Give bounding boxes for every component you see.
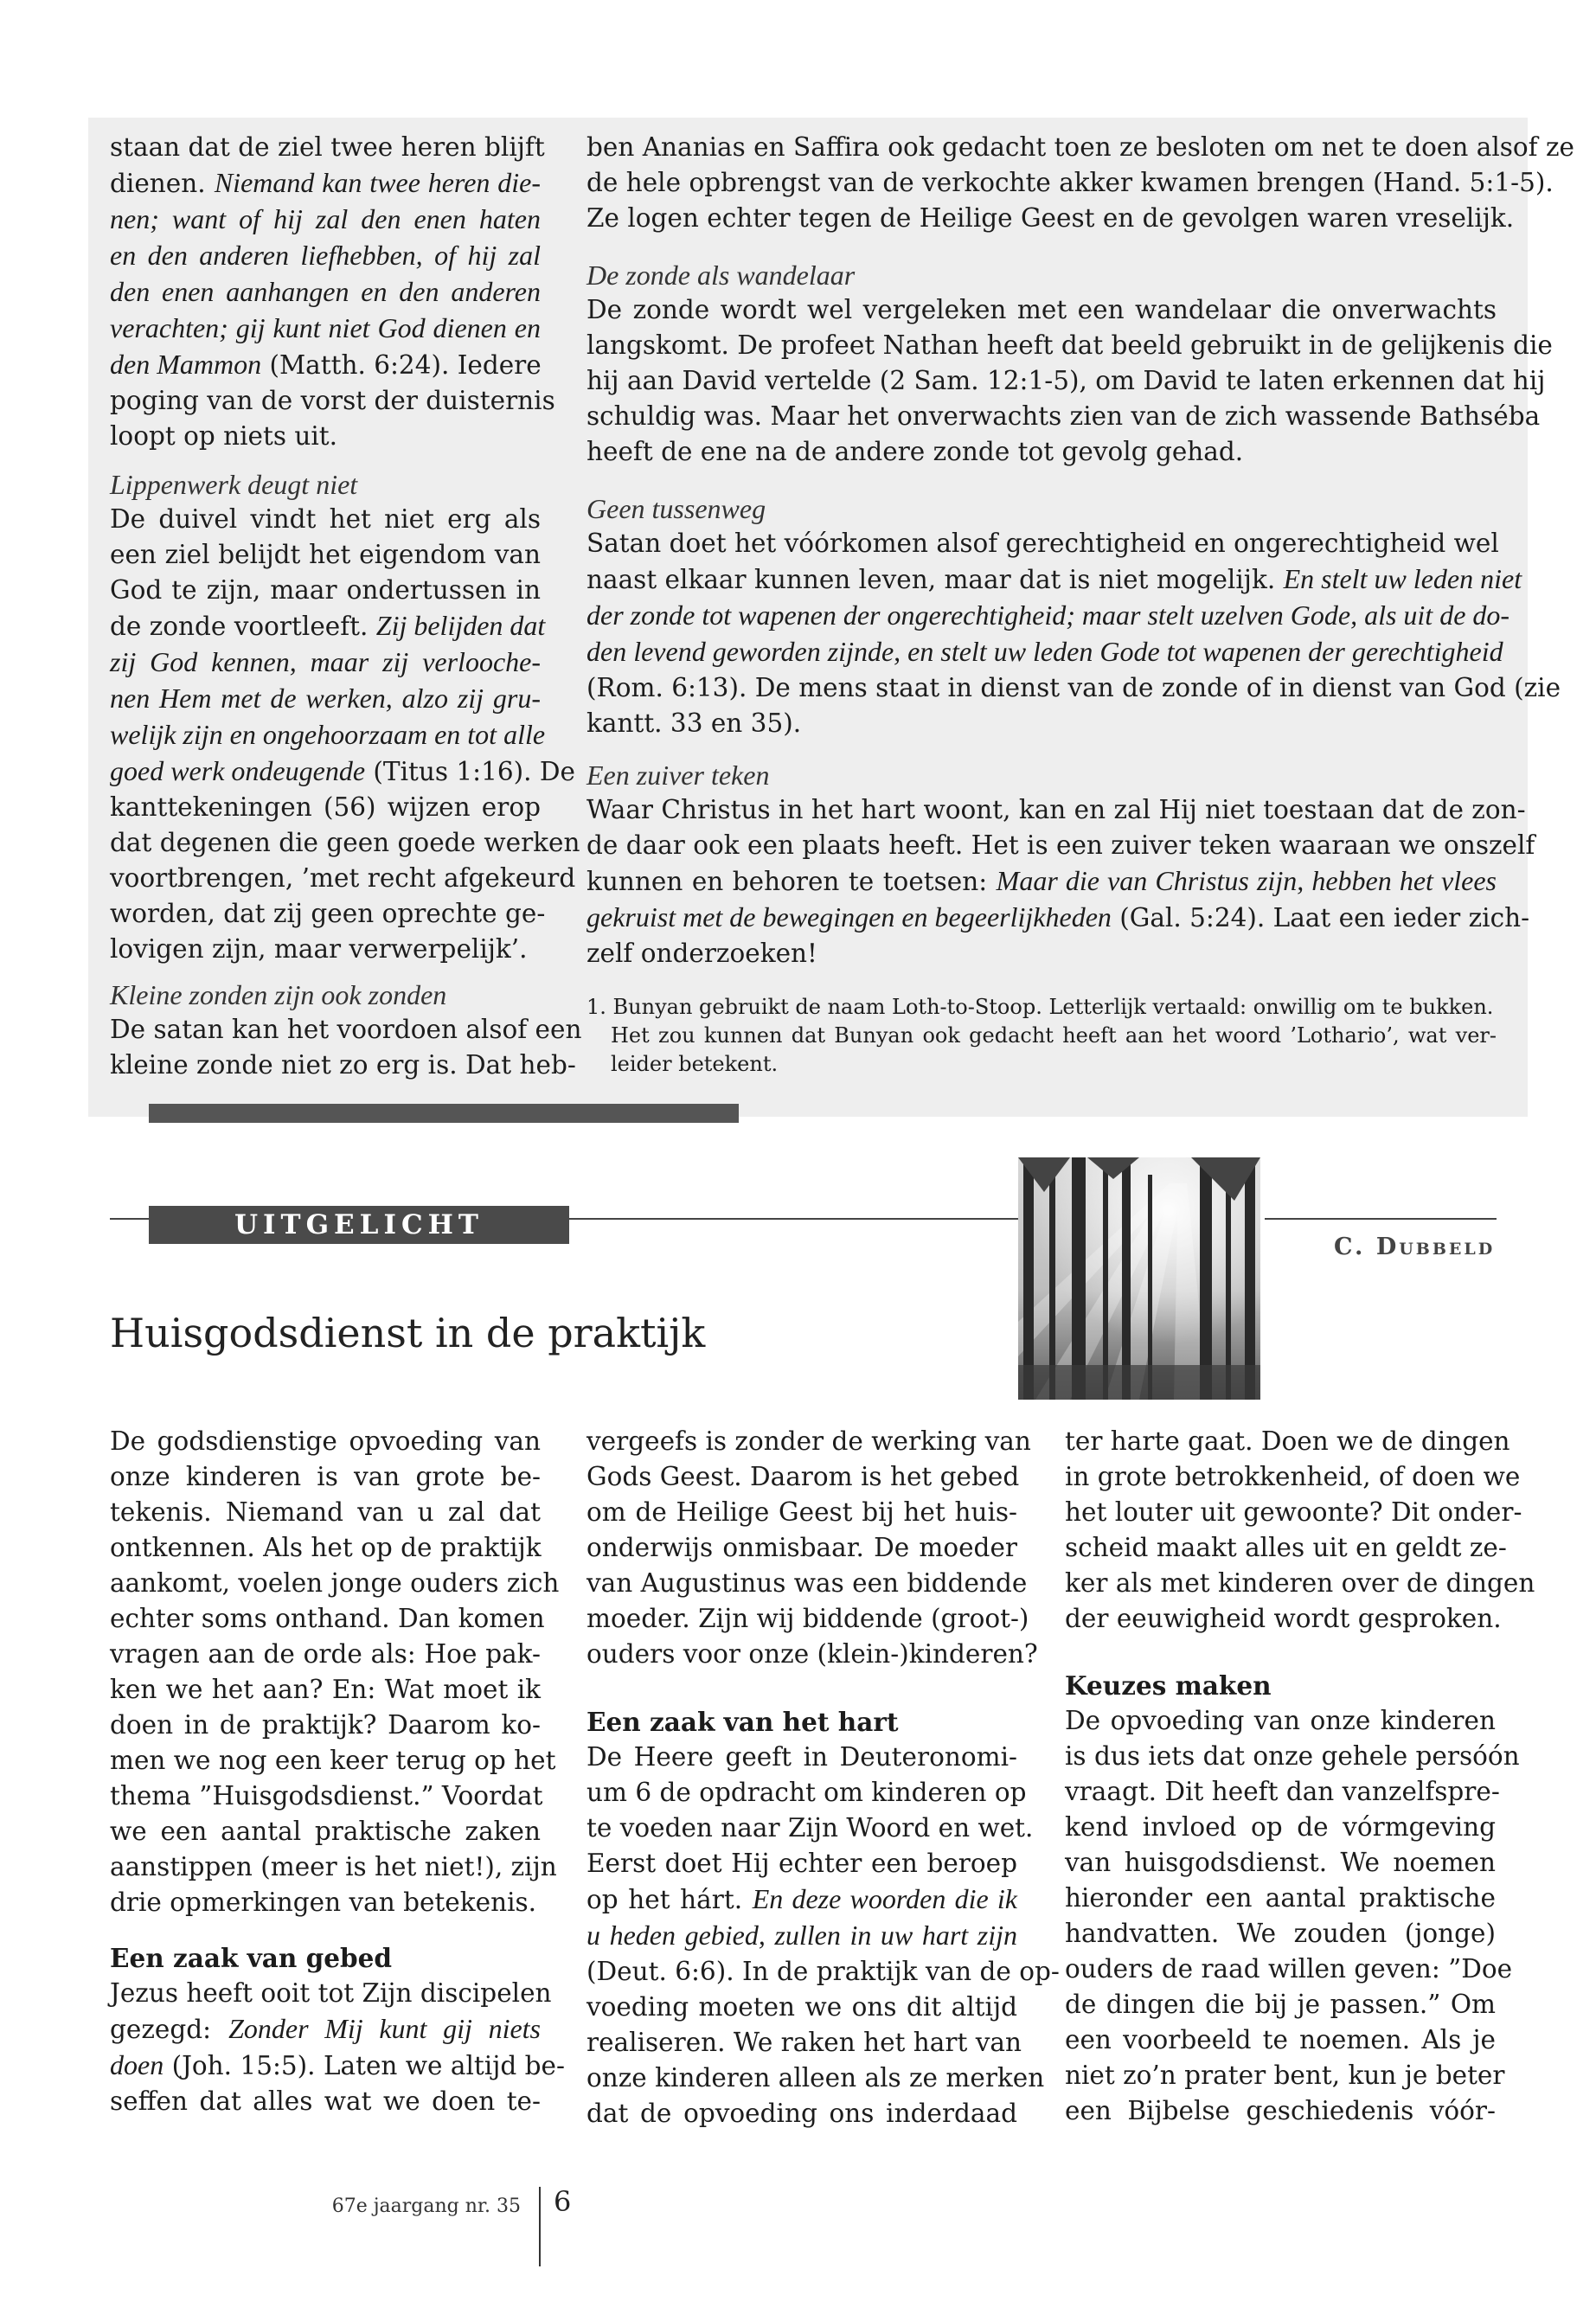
top-col1-para1 bbox=[110, 130, 555, 454]
text-line: seffen dat alles wat we doen te- bbox=[110, 2086, 541, 2116]
text-line: vragen aan de orde als: Hoe pak- bbox=[110, 1639, 541, 1669]
text-line: doen in de praktijk? Daarom ko- bbox=[110, 1710, 541, 1740]
text-line: Eerst doet Hij echter een beroep bbox=[586, 1849, 1017, 1878]
text-line: drie opmerkingen van betekenis. bbox=[110, 1888, 537, 1917]
text-line: ben Ananias en Saffira ook gedacht toen ze besloten om net te doen alsof ze bbox=[586, 132, 1574, 162]
forest-sunbeams-photo bbox=[1018, 1157, 1260, 1400]
text-line: van Augustinus was een biddende bbox=[586, 1568, 1028, 1598]
article-col3-para2 bbox=[1065, 1703, 1520, 2129]
author-name: C. Dubbeld bbox=[1334, 1234, 1496, 1260]
text-line: de daar ook een plaats heeft. Het is een zuiver teken waaraan we onszelf bbox=[586, 830, 1535, 860]
text-line: tekenis. Niemand van u zal dat bbox=[110, 1497, 541, 1527]
text-line: kleine zonde niet zo erg is. Dat heb- bbox=[110, 1050, 576, 1080]
text-line: echter soms onthand. Dan komen bbox=[110, 1604, 545, 1633]
text-line: van huisgodsdienst. We noemen bbox=[1065, 1848, 1496, 1877]
heading-kleine-zonden: Kleine zonden zijn ook zonden bbox=[110, 979, 447, 1010]
issue-info: 67e jaargang nr. 35 bbox=[331, 2195, 521, 2217]
text-line: aankomt, voelen jonge ouders zich bbox=[110, 1568, 560, 1598]
text-line: de dingen die bij je passen.” Om bbox=[1065, 1990, 1496, 2019]
text-line: den enen aanhangen en den anderen bbox=[110, 276, 541, 307]
text-line: poging van de vorst der duisternis bbox=[110, 386, 555, 415]
text-line: dat degenen die geen goede werken bbox=[110, 828, 580, 857]
text-line: nen Hem met de werken, alzo zij gru- bbox=[110, 683, 541, 714]
text-line: kunnen en behoren te toetsen: Maar die van Christus zijn, hebben het vlees bbox=[586, 865, 1497, 896]
text-line: der zonde tot wapenen der ongerechtigheid; maar stelt uzelven Gode, als uit de do- bbox=[586, 599, 1510, 631]
text-line: vraagt. Dit heeft dan vanzelfspre- bbox=[1065, 1777, 1500, 1806]
text-line: Satan doet het vóórkomen alsof gerechtigheid en ongerechtigheid wel bbox=[586, 529, 1499, 558]
text-line: men we nog een keer terug op het bbox=[110, 1746, 556, 1775]
text-line: ker als met kinderen over de dingen bbox=[1065, 1568, 1535, 1598]
text-line: ter harte gaat. Doen we de dingen bbox=[1065, 1426, 1510, 1456]
text-line: God te zijn, maar ondertussen in bbox=[110, 575, 541, 605]
text-line: u heden gebied, zullen in uw hart zijn bbox=[586, 1920, 1017, 1951]
top-col2-para1 bbox=[586, 130, 1574, 236]
text-line: is dus iets dat onze gehele persóón bbox=[1065, 1741, 1520, 1771]
text-line: voortbrengen, ’met recht afgekeurd bbox=[110, 863, 576, 893]
text-line: zelf onderzoeken! bbox=[586, 939, 817, 968]
text-line: voeding moeten we ons dit altijd bbox=[586, 1992, 1017, 2022]
text-line: moeder. Zijn wij biddende (groot-) bbox=[586, 1604, 1029, 1633]
heading-lippenwerk: Lippenwerk deugt niet bbox=[110, 469, 358, 500]
text-line: de zonde voortleeft. Zij belijden dat bbox=[110, 610, 546, 641]
text-line: um 6 de opdracht om kinderen op bbox=[586, 1778, 1027, 1807]
text-line: welijk zijn en ongehoorzaam en tot alle bbox=[110, 719, 546, 750]
panel-bottom-bar bbox=[149, 1104, 739, 1123]
heading-tussenweg: Geen tussenweg bbox=[586, 493, 766, 524]
text-line: aanstippen (meer is het niet!), zijn bbox=[110, 1852, 557, 1881]
text-line: lovigen zijn, maar verwerpelijk’. bbox=[110, 934, 528, 964]
text-line: staan dat de ziel twee heren blijft bbox=[110, 132, 545, 162]
text-line: den Mammon (Matth. 6:24). Iedere bbox=[110, 349, 542, 380]
article-col3-para1 bbox=[1065, 1424, 1535, 1637]
text-line: de hele opbrengst van de verkochte akker kwamen brengen (Hand. 5:1-5). bbox=[586, 168, 1554, 197]
text-line: en den anderen liefhebben, of hij zal bbox=[110, 240, 541, 271]
text-line: handvatten. We zouden (jonge) bbox=[1065, 1919, 1496, 1948]
top-col2-para3 bbox=[586, 526, 1561, 741]
text-line: ouders de raad willen geven: ”Doe bbox=[1065, 1954, 1513, 1984]
top-col1-para2 bbox=[110, 502, 580, 967]
text-line: op het hárt. En deze woorden die ik bbox=[586, 1883, 1017, 1914]
footnote bbox=[586, 993, 1497, 1079]
footnote-line-3: leider betekent. bbox=[611, 1052, 779, 1076]
text-line: gezegd: Zonder Mij kunt gij niets bbox=[110, 2013, 541, 2044]
article-col2-para2 bbox=[586, 1740, 1060, 2131]
text-line: realiseren. We raken het hart van bbox=[586, 2028, 1022, 2057]
text-line: kantt. 33 en 35). bbox=[586, 708, 802, 738]
text-line: Waar Christus in het hart woont, kan en zal Hij niet toestaan dat de zon- bbox=[586, 795, 1526, 824]
text-line: we een aantal praktische zaken bbox=[110, 1817, 541, 1846]
text-line: een ziel belijdt het eigendom van bbox=[110, 540, 541, 569]
text-line: om de Heilige Geest bij het huis- bbox=[586, 1497, 1017, 1527]
text-line: het louter uit gewoonte? Dit onder- bbox=[1065, 1497, 1522, 1527]
text-line: kanttekeningen (56) wijzen erop bbox=[110, 792, 541, 822]
article-col2-para1 bbox=[586, 1424, 1038, 1672]
text-line: De godsdienstige opvoeding van bbox=[110, 1426, 541, 1456]
heading-keuzes: Keuzes maken bbox=[1065, 1670, 1272, 1701]
text-line: hieronder een aantal praktische bbox=[1065, 1883, 1496, 1913]
top-col2-para4 bbox=[586, 792, 1535, 971]
section-rule-right bbox=[1265, 1218, 1497, 1220]
text-line: De satan kan het voordoen alsof een bbox=[110, 1015, 582, 1044]
footnote-line-1: 1. Bunyan gebruikt de naam Loth-to-Stoop. Letterlijk vertaald: onwillig om te bukken. bbox=[586, 995, 1494, 1019]
text-line: heeft de ene na de andere zonde tot gevolg gehad. bbox=[586, 437, 1244, 466]
text-line: schuldig was. Maar het onverwachts zien van de zich wassende Bathséba bbox=[586, 401, 1541, 431]
text-line: onze kinderen alleen als ze merken bbox=[586, 2063, 1045, 2093]
text-line: Gods Geest. Daarom is het gebed bbox=[586, 1462, 1020, 1491]
text-line: nen; want of hij zal den enen haten bbox=[110, 203, 541, 234]
article-title: Huisgodsdienst in de praktijk bbox=[110, 1310, 706, 1356]
section-label: UITGELICHT bbox=[149, 1206, 569, 1244]
text-line: worden, dat zij geen oprechte ge- bbox=[110, 899, 546, 928]
text-line: verachten; gij kunt niet God dienen en bbox=[110, 312, 541, 343]
text-line: onderwijs onmisbaar. De moeder bbox=[586, 1533, 1017, 1562]
top-col1-para3 bbox=[110, 1012, 582, 1083]
text-line: niet zo’n prater bent, kun je beter bbox=[1065, 2061, 1505, 2090]
text-line: Ze logen echter tegen de Heilige Geest en de gevolgen waren vreselijk. bbox=[586, 203, 1515, 233]
text-line: hij aan David vertelde (2 Sam. 12:1-5), om David te laten erkennen dat hij bbox=[586, 366, 1546, 395]
text-line: den levend geworden zijnde, en stelt uw leden Gode tot wapenen der gerechtigheid bbox=[586, 636, 1503, 667]
text-line: te voeden naar Zijn Woord en wet. bbox=[586, 1813, 1034, 1843]
text-line: De opvoeding van onze kinderen bbox=[1065, 1706, 1496, 1735]
text-line: Jezus heeft ooit tot Zijn discipelen bbox=[110, 1978, 552, 2008]
text-line: De Heere geeft in Deuteronomi- bbox=[586, 1742, 1017, 1772]
text-line: onze kinderen is van grote be- bbox=[110, 1462, 541, 1491]
text-line: thema ”Huisgodsdienst.” Voordat bbox=[110, 1781, 543, 1811]
text-line: gekruist met de bewegingen en begeerlijkheden (Gal. 5:24). Laat een ieder zich- bbox=[586, 901, 1530, 933]
article-col1-para1 bbox=[110, 1424, 560, 1920]
text-line: een Bijbelse geschiedenis vóór- bbox=[1065, 2096, 1496, 2125]
top-col2-para2 bbox=[586, 292, 1553, 470]
text-line: loopt op niets uit. bbox=[110, 421, 338, 451]
text-line: goed werk ondeugende (Titus 1:16). De bbox=[110, 755, 576, 786]
text-line: dienen. Niemand kan twee heren die- bbox=[110, 167, 541, 198]
text-line: naast elkaar kunnen leven, maar dat is niet mogelijk. En stelt uw leden niet bbox=[586, 563, 1522, 594]
footer-divider bbox=[539, 2187, 541, 2266]
text-line: ouders voor onze (klein-)kinderen? bbox=[586, 1639, 1038, 1669]
text-line: (Rom. 6:13). De mens staat in dienst van de zonde of in dienst van God (zie bbox=[586, 673, 1561, 702]
text-line: in grote betrokkenheid, of doen we bbox=[1065, 1462, 1521, 1491]
text-line: doen (Joh. 15:5). Laten we altijd be- bbox=[110, 2049, 565, 2080]
page-number: 6 bbox=[554, 2185, 572, 2218]
text-line: een voorbeeld te noemen. Als je bbox=[1065, 2025, 1496, 2054]
text-line: dat de opvoeding ons inderdaad bbox=[586, 2099, 1017, 2128]
text-line: De duivel vindt het niet erg als bbox=[110, 504, 541, 534]
heading-wandelaar: De zonde als wandelaar bbox=[586, 260, 856, 291]
article-col1-para2 bbox=[110, 1976, 565, 2119]
text-line: zij God kennen, maar zij verlooche- bbox=[110, 646, 541, 677]
text-line: ontkennen. Als het op de praktijk bbox=[110, 1533, 542, 1562]
text-line: vergeefs is zonder de werking van bbox=[586, 1426, 1031, 1456]
text-line: (Deut. 6:6). In de praktijk van de op- bbox=[586, 1957, 1060, 1986]
text-line: langskomt. De profeet Nathan heeft dat beeld gebruikt in de gelijkenis die bbox=[586, 330, 1553, 360]
heading-hart: Een zaak van het hart bbox=[586, 1707, 899, 1737]
text-line: kend invloed op de vórmgeving bbox=[1065, 1812, 1496, 1842]
footnote-line-2: Het zou kunnen dat Bunyan ook gedacht heeft aan het woord ’Lothario’, wat ver- bbox=[611, 1023, 1497, 1048]
heading-gebed: Een zaak van gebed bbox=[110, 1943, 393, 1973]
text-line: ken we het aan? En: Wat moet ik bbox=[110, 1675, 541, 1704]
heading-zuiver-teken: Een zuiver teken bbox=[586, 760, 770, 791]
text-line: De zonde wordt wel vergeleken met een wandelaar die onverwachts bbox=[586, 295, 1497, 324]
text-line: scheid maakt alles uit en geldt ze- bbox=[1065, 1533, 1507, 1562]
text-line: der eeuwigheid wordt gesproken. bbox=[1065, 1604, 1502, 1633]
